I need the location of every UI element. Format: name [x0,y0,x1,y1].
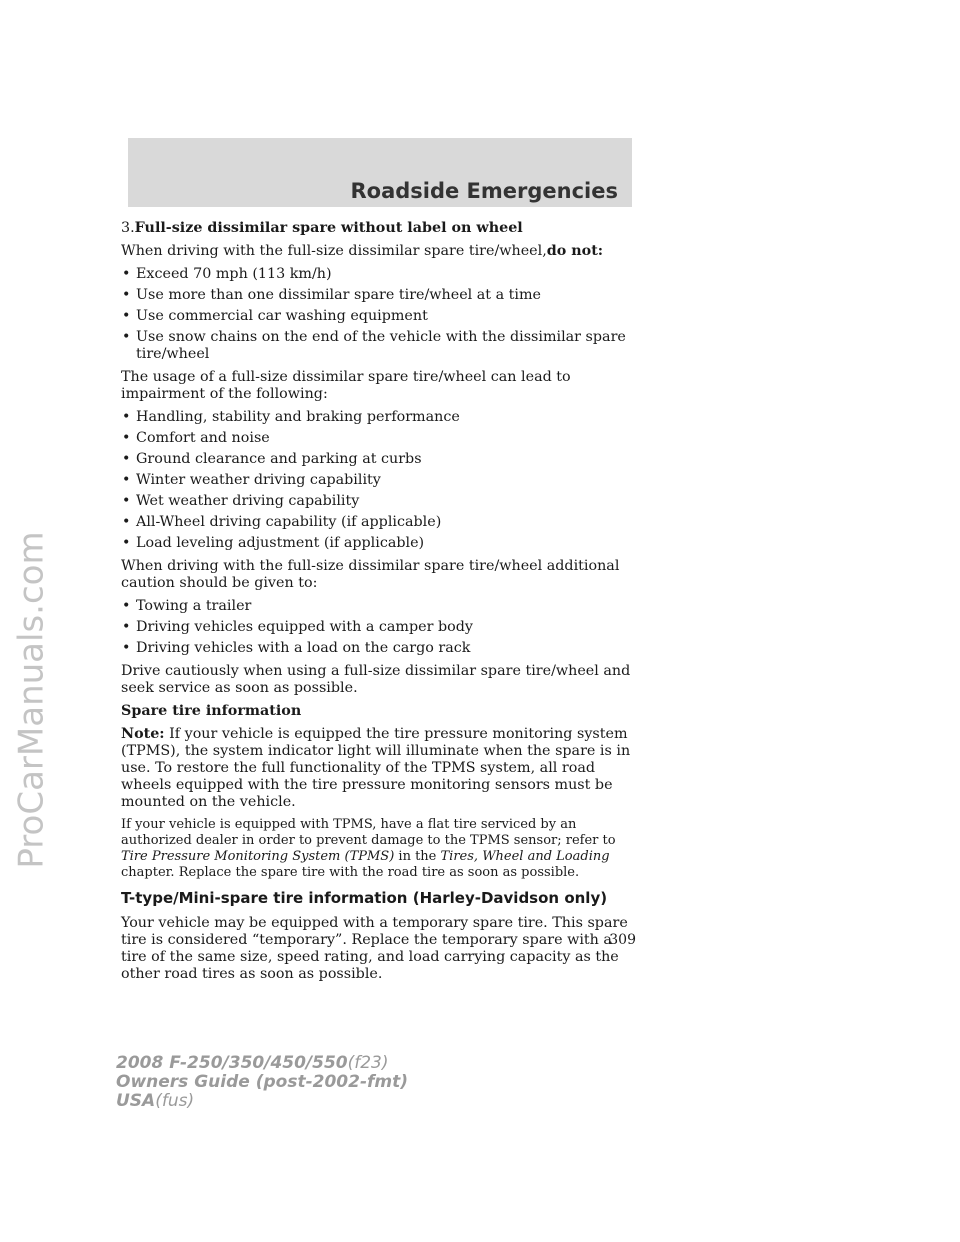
donts-intro [121,243,636,260]
list-item: • Handling, stability and braking performance [121,409,636,426]
ttype-paragraph: Your vehicle may be equipped with a temporary spare tire. This spare tire is considered “temporary”. Replace the temporary spare with a tire of the same size, speed rating, and load carrying capacity as the other road tires as soon as possible. [121,915,628,982]
list-item: • Driving vehicles with a load on the cargo rack [121,640,636,657]
list-item: • All-Wheel driving capability (if applicable) [121,514,636,531]
caution-intro: When driving with the full-size dissimilar spare tire/wheel additional caution should be given to: [121,558,620,591]
donts-list [121,266,636,363]
note-text: If your vehicle is equipped the tire pressure monitoring system (TPMS), the system indicator light will illuminate when the spare is in use. To restore the full functionality of the TPMS system, all road wheels equipped with the tire pressure monitoring sensors must be mounted on the vehicle. [121,726,631,810]
list-item: • Driving vehicles equipped with a camper body [121,619,636,636]
chapter-reference: Tires, Wheel and Loading [440,849,610,864]
list-item: • Use snow chains on the end of the vehicle with the dissimilar spare tire/wheel [121,329,636,363]
section-header [128,138,632,207]
impairment-intro: The usage of a full-size dissimilar spare tire/wheel can lead to impairment of the following: [121,369,571,402]
list-item: • Towing a trailer [121,598,636,615]
list-item: • Load leveling adjustment (if applicable) [121,535,636,552]
footer-line-2: Owners Guide (post-2002-fmt) [116,1072,409,1092]
list-item: • Ground clearance and parking at curbs [121,451,636,468]
donts-intro-bold: do not: [546,243,604,259]
section3-title: Full-size dissimilar spare without label on wheel [134,220,523,236]
note-paragraph [121,726,636,811]
caution-list [121,598,636,657]
impairment-list [121,409,636,552]
list-item: • Use commercial car washing equipment [121,308,636,325]
section3-number: 3. [121,220,135,236]
footer-line-1: 2008 F-250/350/450/550(f23) [116,1053,389,1073]
section-title: Roadside Emergencies [350,179,618,203]
section3-heading [121,220,636,237]
list-item: • Winter weather driving capability [121,472,636,489]
spare-info-heading: Spare tire information [121,703,302,719]
watermark-text: ProCarManuals.com [12,531,52,869]
note-label: Note: [121,726,165,742]
donts-intro-text: When driving with the full-size dissimilar spare tire/wheel, [121,243,547,259]
list-item: • Comfort and noise [121,430,636,447]
tpms-paragraph: If your vehicle is equipped with TPMS, have a flat tire serviced by an authorized dealer in order to prevent damage to the TPMS sensor; refer to Tire Pressure Monitoring System (TPMS) in the Tires, Wheel and Loading chapter. Replace the spare tire with the road tire as soon as possible. [121,817,616,880]
page-number: 309 [609,932,636,948]
list-item: • Wet weather driving capability [121,493,636,510]
footer [116,1054,408,1111]
list-item: • Use more than one dissimilar spare tire/wheel at a time [121,287,636,304]
page-content [121,220,636,989]
footer-line-3: USA(fus) [116,1091,195,1111]
ttype-heading: T-type/Mini-spare tire information (Harley-Davidson only) [121,889,608,907]
closing-paragraph: Drive cautiously when using a full-size dissimilar spare tire/wheel and seek service as soon as possible. [121,663,631,696]
tpms-reference: Tire Pressure Monitoring System (TPMS) [121,849,395,864]
watermark [6,420,58,980]
list-item: • Exceed 70 mph (113 km/h) [121,266,636,283]
